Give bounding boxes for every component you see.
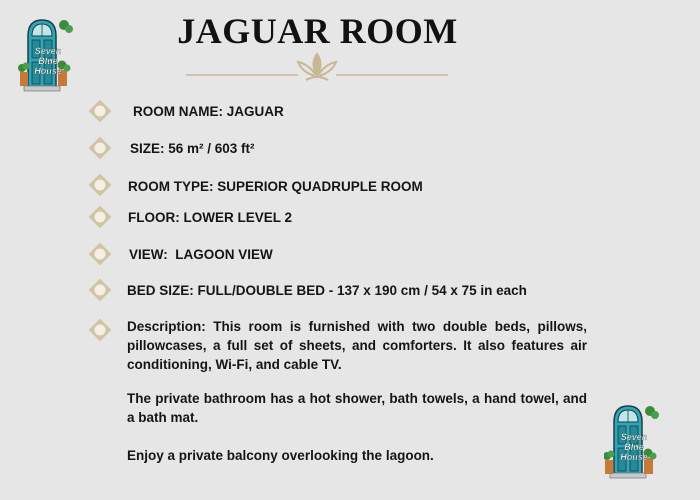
diamond-bullet-icon <box>87 204 113 230</box>
diamond-bullet-icon <box>87 135 113 161</box>
description-paragraph: Description: This room is furnished with two double beds, pillows, pillowcases, a full set of sheets, and comforters. It also features air conditioning, Wi-Fi, and cable TV. <box>127 319 587 372</box>
logo-text-line-3: House <box>620 452 648 462</box>
balcony-paragraph: Enjoy a private balcony overlooking the lagoon. <box>127 448 434 463</box>
view: VIEW: LAGOON VIEW <box>129 247 273 262</box>
room-name: ROOM NAME: JAGUAR <box>133 104 284 119</box>
fleur-icon <box>298 54 336 80</box>
ornament-divider <box>186 50 448 86</box>
logo-text-line-2: Blue <box>38 56 58 66</box>
diamond-bullet-icon <box>87 277 113 303</box>
logo-text-line-2: Blue <box>624 442 644 452</box>
seven-blue-house-logo <box>604 400 662 480</box>
room-size: SIZE: 56 m² / 603 ft² <box>130 141 255 156</box>
page-title: JAGUAR ROOM <box>177 11 458 51</box>
diamond-bullet-icon <box>87 172 113 198</box>
room-type: ROOM TYPE: SUPERIOR QUADRUPLE ROOM <box>128 179 423 194</box>
seven-blue-house-logo <box>18 14 76 92</box>
floor: FLOOR: LOWER LEVEL 2 <box>128 210 293 225</box>
logo-text-line-3: House <box>34 66 62 76</box>
bathroom-paragraph: The private bathroom has a hot shower, bath towels, a hand towel, and a bath mat. <box>127 391 587 425</box>
diamond-bullet-icon <box>87 98 113 124</box>
diamond-bullet-icon <box>87 241 113 267</box>
logo-text-line-1: Seven <box>34 46 62 56</box>
bed-size: BED SIZE: FULL/DOUBLE BED - 137 x 190 cm / 54 x 75 in each <box>127 283 527 298</box>
diamond-bullet-icon <box>87 317 113 343</box>
logo-text-line-1: Seven <box>620 432 648 442</box>
